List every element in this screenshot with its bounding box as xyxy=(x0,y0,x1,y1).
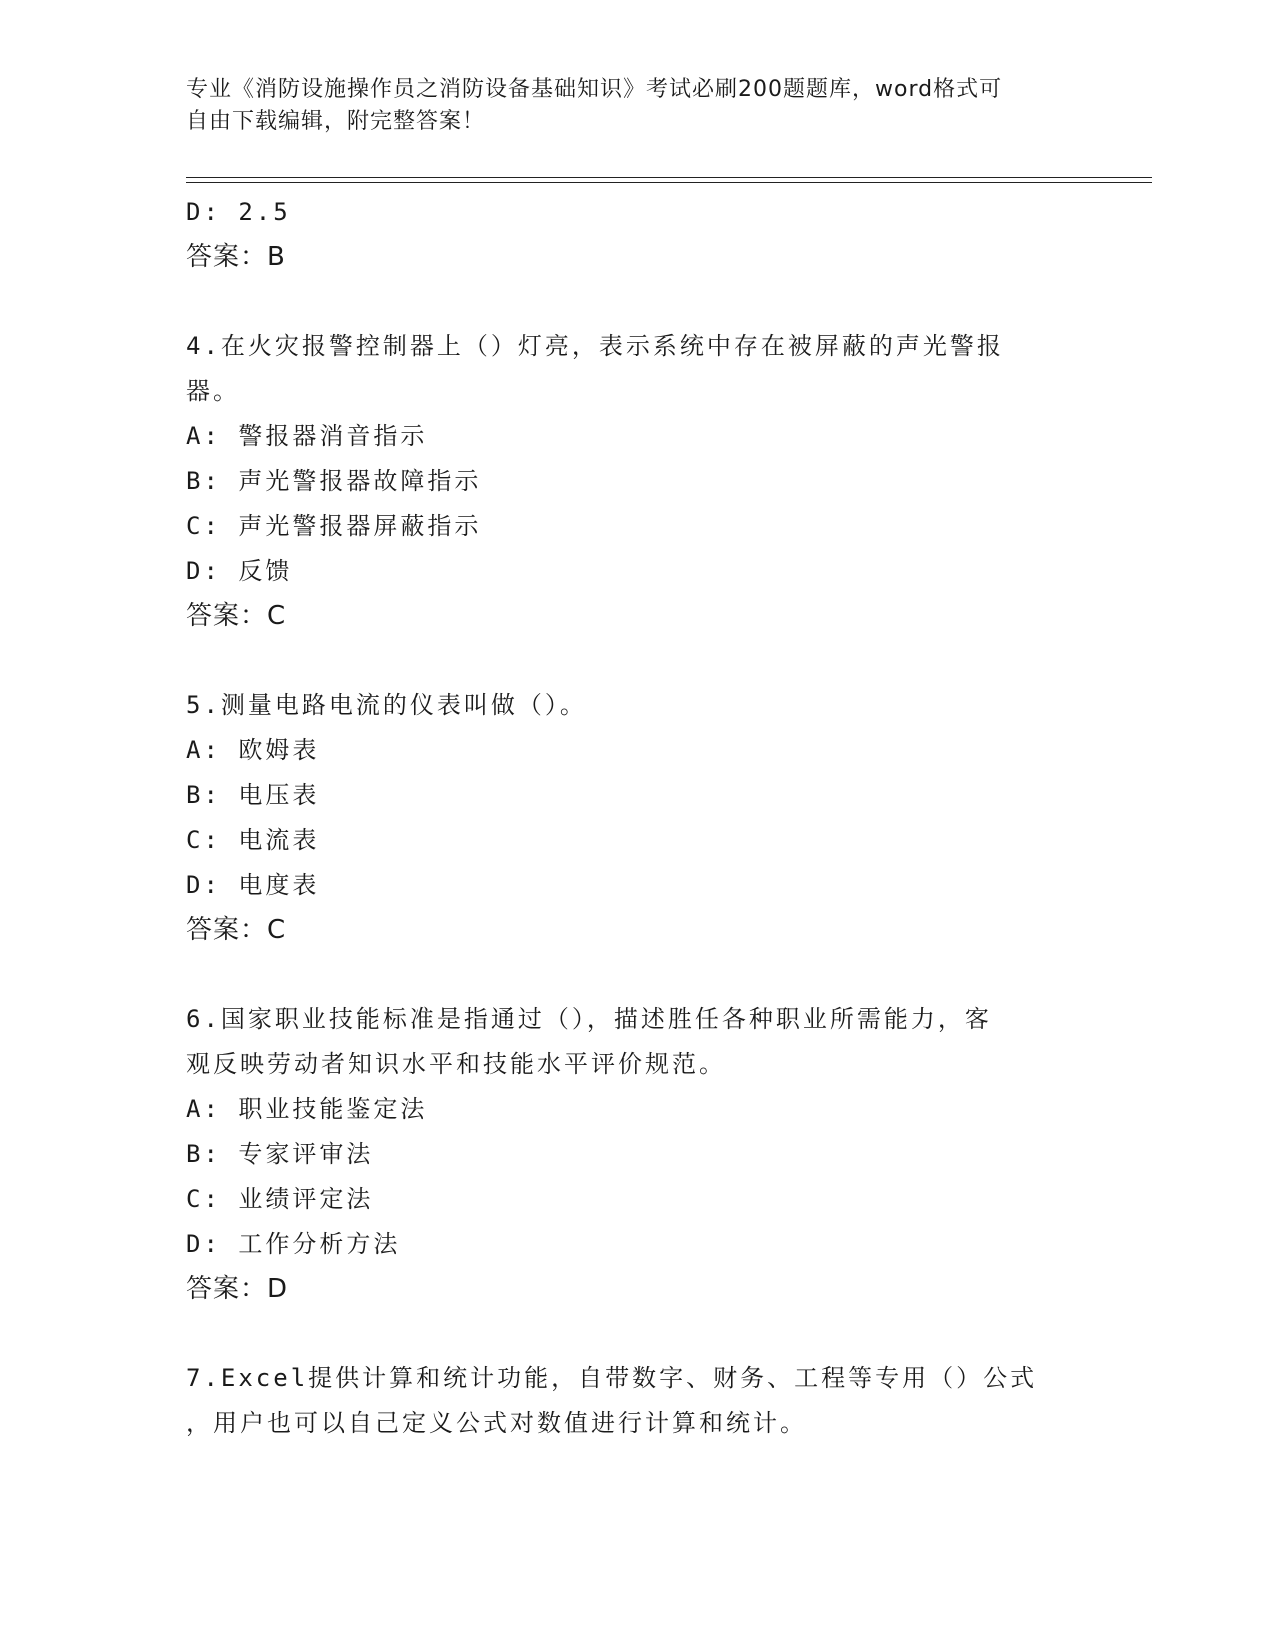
answer-label: 答案：C xyxy=(186,601,287,631)
option-c: C: 业绩评定法 xyxy=(186,1185,374,1213)
option-a: A: 警报器消音指示 xyxy=(186,422,428,450)
question-block-5 xyxy=(186,683,1086,953)
option-b: B: 专家评审法 xyxy=(186,1140,374,1168)
answer-label: 答案：C xyxy=(186,915,287,945)
document-header xyxy=(186,74,1086,138)
option-d: D: 2.5 xyxy=(186,198,291,226)
question-block-6 xyxy=(186,997,1086,1312)
option-b: B: 声光警报器故障指示 xyxy=(186,467,482,495)
question-list xyxy=(186,190,1086,1446)
spacer xyxy=(186,1312,1086,1356)
option-b: B: 电压表 xyxy=(186,781,320,809)
question-text: 4.在火灾报警控制器上（）灯亮，表示系统中存在被屏蔽的声光警报 xyxy=(186,332,1004,360)
option-a: A: 欧姆表 xyxy=(186,736,320,764)
option-c: C: 声光警报器屏蔽指示 xyxy=(186,512,482,540)
spacer xyxy=(186,280,1086,324)
answer-label: 答案：B xyxy=(186,242,286,272)
header-divider-bottom xyxy=(186,182,1152,183)
question-block-4 xyxy=(186,324,1086,639)
header-line-2: 自由下载编辑，附完整答案！ xyxy=(186,109,486,134)
spacer xyxy=(186,953,1086,997)
question-text-continued: ，用户也可以自己定义公式对数值进行计算和统计。 xyxy=(186,1409,807,1437)
question-text: 5.测量电路电流的仪表叫做（）。 xyxy=(186,691,587,719)
question-text: 7.Excel提供计算和统计功能，自带数字、财务、工程等专用（）公式 xyxy=(186,1364,1038,1392)
header-divider-top xyxy=(186,177,1152,178)
option-c: C: 电流表 xyxy=(186,826,320,854)
option-d: D: 工作分析方法 xyxy=(186,1230,401,1258)
header-line-1: 专业《消防设施操作员之消防设备基础知识》考试必刷200题题库，word格式可 xyxy=(186,77,1003,102)
question-block-7 xyxy=(186,1356,1086,1446)
question-text-continued: 器。 xyxy=(186,377,240,405)
spacer xyxy=(186,639,1086,683)
answer-label: 答案：D xyxy=(186,1274,289,1304)
option-d: D: 反馈 xyxy=(186,557,293,585)
question-text-continued: 观反映劳动者知识水平和技能水平评价规范。 xyxy=(186,1050,726,1078)
option-d: D: 电度表 xyxy=(186,871,320,899)
question-text: 6.国家职业技能标准是指通过（），描述胜任各种职业所需能力，客 xyxy=(186,1005,992,1033)
option-a: A: 职业技能鉴定法 xyxy=(186,1095,428,1123)
question-block-prev xyxy=(186,190,1086,280)
